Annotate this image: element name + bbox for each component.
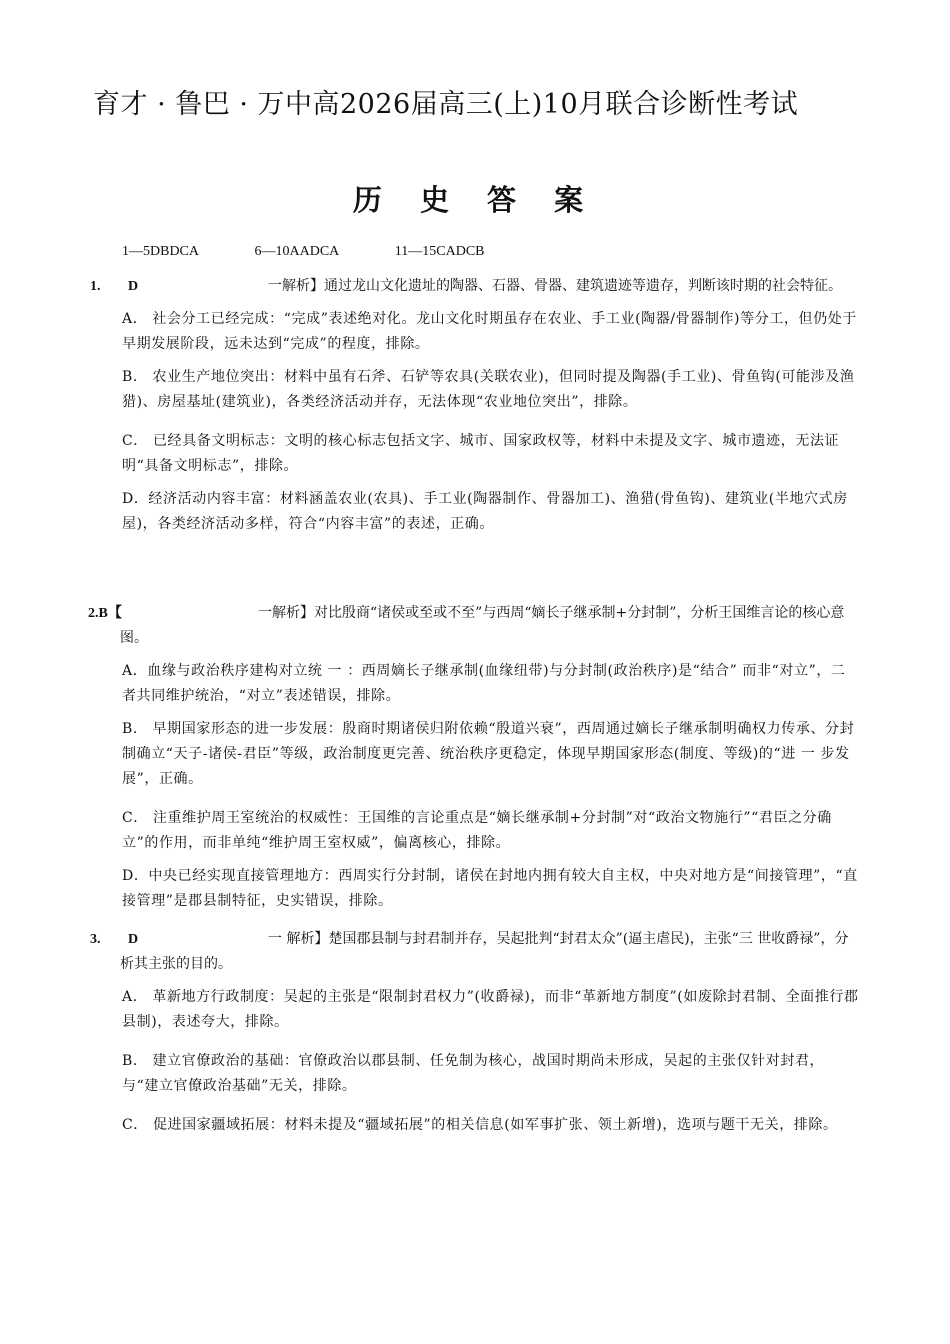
answer-key-group: 1—5DBDCA bbox=[122, 244, 200, 259]
question-number: 2.B【 bbox=[88, 606, 122, 621]
question-analysis: 一解析】对比殷商“诸侯或至或不至”与西周“嫡长子继承制+分封制”，分析王国维言论的核心意图。 bbox=[120, 605, 845, 646]
question-2-head bbox=[88, 601, 860, 651]
option-c: C． 注重维护周王室统治的权威性：王国维的言论重点是“嫡长继承制+分封制”对“政治文物施行”“君臣之分确立”的作用，而非单纯“维护周王室权威”，偏离核心，排除。 bbox=[122, 810, 832, 851]
question-1-head bbox=[90, 274, 860, 299]
question-analysis: 一解析】通过龙山文化遗址的陶器、石器、骨器、建筑遗迹等遗存，判断该时期的社会特征。 bbox=[268, 278, 842, 294]
option-d: D．经济活动内容丰富：材料涵盖农业(农具)、手工业(陶器制作、骨器加工)、渔猎(骨鱼钩)、建筑业(半地穴式房屋)，各类经济活动多样，符合“内容丰富”的表述，正确。 bbox=[122, 491, 848, 532]
subject-title: 历 史 答 案 bbox=[352, 183, 598, 217]
answer-key-group: 6—10AADCA bbox=[254, 244, 340, 259]
question-number: 1. bbox=[90, 279, 101, 294]
option-a: A．血缘与政治秩序建构对立统 一 ：西周嫡长子继承制(血缘纽带)与分封制(政治秩序)是“结合” 而非“对立”，二者共同维护统治，“对立”表述错误，排除。 bbox=[122, 663, 846, 704]
answer-key-group: 11—15CADCB bbox=[394, 244, 485, 259]
option-c: C． 促进国家疆域拓展：材料未提及“疆域拓展”的相关信息(如军事扩张、领土新增)，选项与题干无关，排除。 bbox=[122, 1117, 838, 1133]
question-analysis: 一 解析】楚国郡县制与封君制并存，吴起批判“封君太众”(逼主虐民)，主张“三 世收爵禄”，分析其主张的目的。 bbox=[120, 931, 849, 972]
exam-title: 育才 · 鲁巴 · 万中高2026届高三(上)10月联合诊断性考试 bbox=[93, 89, 799, 120]
option-b: B． 建立官僚政治的基础：官僚政治以郡县制、任免制为核心，战国时期尚未形成，吴起的主张仅针对封君，与“建立官僚政治基础”无关，排除。 bbox=[122, 1053, 825, 1094]
question-2 bbox=[0, 601, 950, 914]
option-a: A． 社会分工已经完成：“完成”表述绝对化。龙山文化时期虽存在农业、手工业(陶器/骨器制作)等分工，但仍处于早期发展阶段，远未达到“完成”的程度，排除。 bbox=[122, 311, 857, 352]
question-1 bbox=[0, 274, 950, 537]
option-b: B． 农业生产地位突出：材料中虽有石斧、石铲等农具(关联农业)，但同时提及陶器(手工业)、骨鱼钩(可能涉及渔猎)、房屋基址(建筑业)，各类经济活动并存，无法体现“农业地位突出”，排除。 bbox=[122, 369, 855, 410]
option-c: C． 已经具备文明标志：文明的核心标志包括文字、城市、国家政权等，材料中未提及文字、城市遗迹，无法证明“具备文明标志”，排除。 bbox=[122, 433, 840, 474]
option-a: A． 革新地方行政制度：吴起的主张是“限制封君权力”(收爵禄)，而非“革新地方制度”(如废除封君制、全面推行郡县制)，表述夸大，排除。 bbox=[122, 989, 859, 1030]
question-3 bbox=[0, 927, 950, 1138]
question-3-head bbox=[90, 927, 860, 977]
option-b: B． 早期国家形态的进一步发展：殷商时期诸侯归附依赖“殷道兴衰”，西周通过嫡长子继承制明确权力传承、分封制确立“天子-诸侯-君臣”等级，政治制度更完善、统治秩序更稳定，体现早期国家形态(制度、等级)的“进 一 步发展”，正确。 bbox=[122, 721, 855, 787]
question-number: 3. bbox=[90, 932, 101, 947]
question-answer: D bbox=[128, 932, 139, 947]
answer-key bbox=[122, 244, 537, 260]
question-answer: D bbox=[128, 279, 139, 294]
option-d: D．中央已经实现直接管理地方：西周实行分封制，诸侯在封地内拥有较大自主权，中央对地方是“间接管理”，“直接管理”是郡县制特征，史实错误，排除。 bbox=[122, 868, 858, 909]
